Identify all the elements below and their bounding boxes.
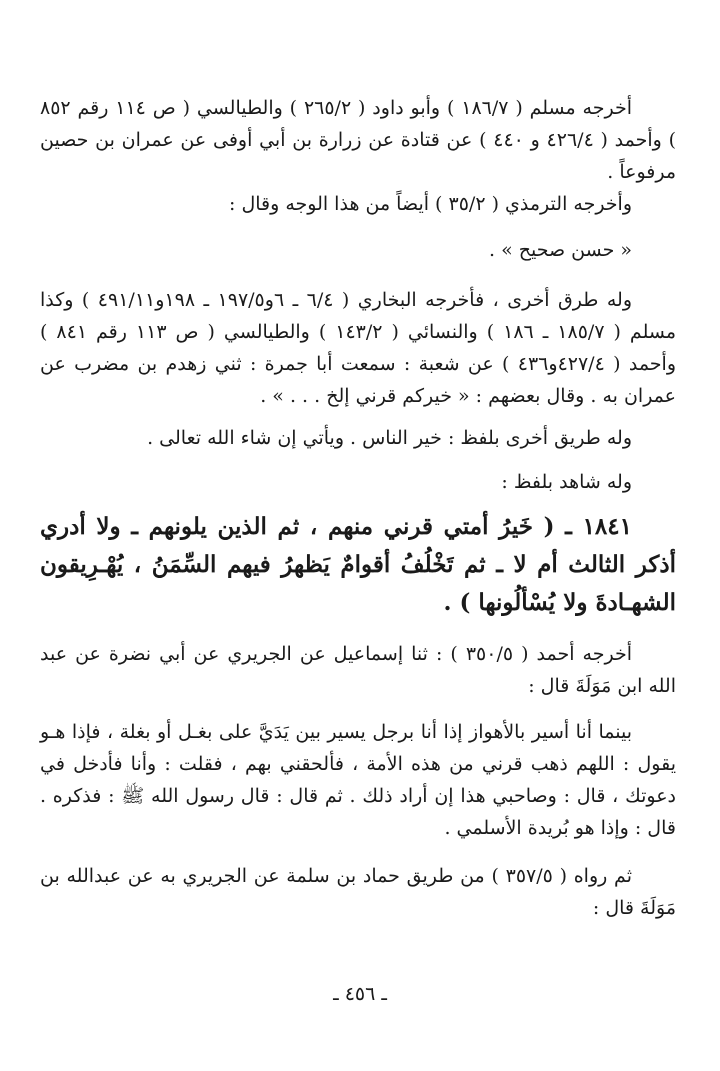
page-number: ـ ٤٥٦ ـ <box>333 983 387 1005</box>
paragraph-witness: وله شاهد بلفظ : <box>501 471 632 493</box>
page-body <box>40 92 676 924</box>
paragraph-narration: بينما أنا أسير بالأهواز إذا أنا برجل يسير بين يَدَيَّ على بغـل أو بغلة ، فإذا هـو يقول : اللهم ذهب قرني من هذه الأمة ، فألحقني بهم ، فقلت : وأنا فأدخل في دعوتك ، قال : وصاحبي هذا إن أراد ذلك . ثم قال : قال رسول الله ﷺ : فذكره . قال : وإذا هو بُريدة الأسلمي . <box>40 721 676 839</box>
paragraph-takhrij-muslim: أخرجه مسلم ( ١٨٦/٧ ) وأبو داود ( ٢٦٥/٢ ) والطيالسي ( ص ١١٤ رقم ٨٥٢ ) وأحمد ( ٤٢٦/٤ و ٤٤٠ ) عن قتادة عن زرارة بن أبي أوفى عن عمران بن حصين مرفوعاً . <box>40 97 676 183</box>
paragraph-hasan-sahih: « حسن صحيح » . <box>488 239 632 261</box>
paragraph-tirmidhi: وأخرجه الترمذي ( ٣٥/٢ ) أيضاً من هذا الوجه وقال : <box>229 193 632 215</box>
paragraph-other-routes: وله طرق أخرى ، فأخرجه البخاري ( ٦/٤ ـ ٦و١٩٧/٥ ـ ١٩٨و٤٩١/١١ ) وكذا مسلم ( ١٨٥/٧ ـ ١٨٦ ) والنسائي ( ١٤٣/٢ ) والطيالسي ( ص ١١٣ رقم ٨٤١ ) وأحمد ( ٤٢٧/٤و٤٣٦ ) عن شعبة : سمعت أبا جمرة : ثني زهدم بن مضرب عن عمران به . وقال بعضهم : « خيركم قرني إلخ . . . » . <box>40 289 676 407</box>
hadith-text: ١٨٤١ ـ ( خَيرُ أمتي قرني منهم ، ثم الذين يلونهم ـ ولا أدري أذكر الثالث أم لا ـ ثم تَخْلُفُ أقوامٌ يَظهرُ فيهم السِّمَنُ ، يُهْـرِيقون الشهـادةَ ولا يُسْألُونها ) . <box>40 513 676 616</box>
paragraph-another-route: وله طريق أخرى بلفظ : خير الناس . ويأتي إن شاء الله تعالى . <box>147 427 632 449</box>
paragraph-ahmad: أخرجه أحمد ( ٣٥٠/٥ ) : ثنا إسماعيل عن الجريري عن أبي نضرة عن عبد الله ابن مَوَلَةَ قال : <box>40 643 676 697</box>
paragraph-hammad-route: ثم رواه ( ٣٥٧/٥ ) من طريق حماد بن سلمة عن الجريري به عن عبدالله بن مَوَلَةَ قال : <box>40 865 676 919</box>
